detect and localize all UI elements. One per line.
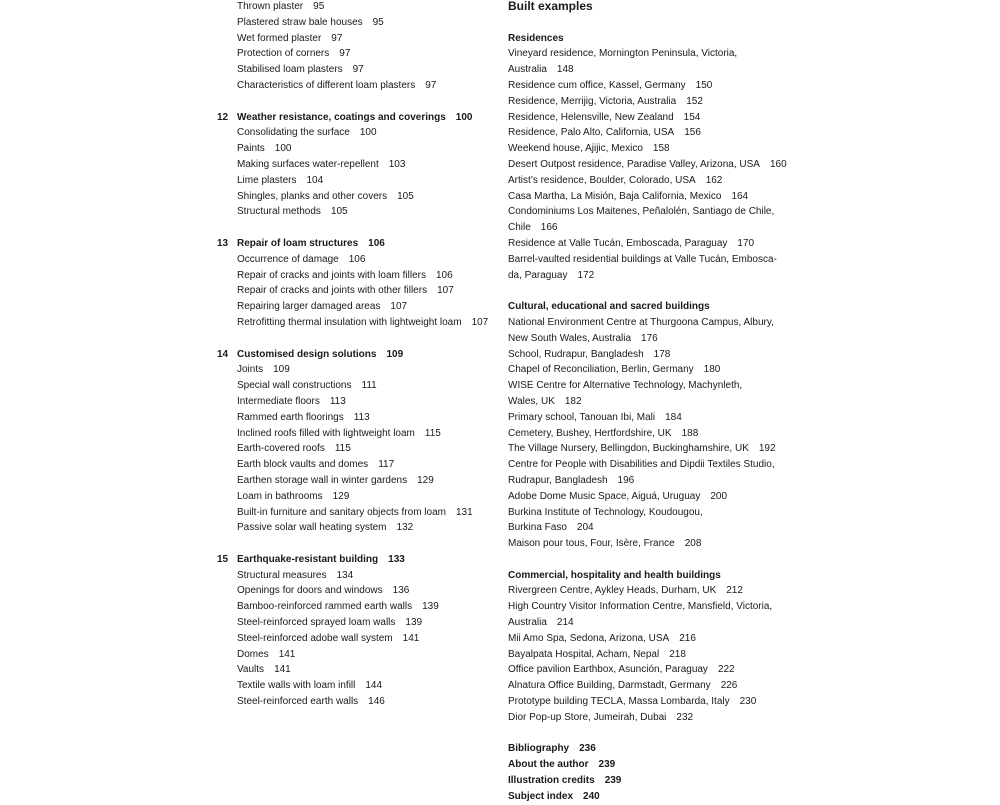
- toc-entry[interactable]: [508, 46, 798, 62]
- toc-entry[interactable]: [508, 615, 798, 631]
- entry-page: 176: [641, 332, 658, 344]
- toc-entry[interactable]: [508, 410, 798, 426]
- entry-title: Occurrence of damage: [237, 253, 339, 265]
- spacer: [508, 552, 798, 568]
- entry-title: Weekend house, Ajijic, Mexico: [508, 143, 643, 155]
- toc-entry[interactable]: [508, 204, 798, 220]
- toc-entry[interactable]: [508, 362, 798, 378]
- entry-title: Burkina Faso: [508, 522, 567, 534]
- toc-entry[interactable]: [508, 236, 798, 252]
- entry-title: Rudrapur, Bangladesh: [508, 474, 608, 486]
- chapter-heading[interactable]: [217, 110, 497, 126]
- toc-entry[interactable]: [508, 173, 798, 189]
- entry-title: Office pavilion Earthbox, Asunción, Paraguay: [508, 664, 708, 676]
- entry-page: 162: [705, 174, 723, 186]
- toc-entry[interactable]: [217, 583, 497, 599]
- entry-page: 136: [392, 585, 410, 597]
- spacer: [217, 536, 497, 552]
- entry-page: 97: [339, 48, 351, 60]
- toc-entry[interactable]: [217, 189, 497, 205]
- toc-right-column: [508, 0, 798, 805]
- entry-page: 97: [331, 32, 343, 44]
- chapter-page: 133: [388, 553, 405, 565]
- entry-title: Inclined roofs filled with lightweight loam: [237, 427, 415, 439]
- entry-page: 160: [769, 158, 787, 170]
- toc-entry[interactable]: [217, 473, 497, 489]
- entry-title: Rivergreen Centre, Aykley Heads, Durham, UK: [508, 585, 717, 597]
- entry-title: Cemetery, Bushey, Hertfordshire, UK: [508, 427, 672, 439]
- chapter-title: Earthquake-resistant building: [237, 553, 379, 565]
- toc-entry[interactable]: [217, 125, 497, 141]
- entry-title: Repair of cracks and joints with other fillers: [237, 285, 428, 297]
- toc-entry[interactable]: [217, 568, 497, 584]
- entry-page: 141: [274, 664, 291, 676]
- entry-title: Stabilised loam plasters: [237, 64, 343, 76]
- entry-title: Protection of corners: [237, 48, 330, 60]
- toc-entry[interactable]: [217, 299, 497, 315]
- entry-page: 131: [455, 506, 473, 518]
- toc-entry[interactable]: [508, 599, 798, 615]
- toc-entry[interactable]: [508, 125, 798, 141]
- entry-title: Residence, Helensville, New Zealand: [508, 111, 674, 123]
- entry-title: Passive solar wall heating system: [237, 522, 387, 534]
- entry-title: WISE Centre for Alternative Technology, Machynleth,: [508, 380, 743, 392]
- entry-title: Loam in bathrooms: [237, 490, 323, 502]
- toc-entry[interactable]: [217, 615, 497, 631]
- entry-page: 164: [731, 190, 749, 202]
- toc-entry[interactable]: [217, 173, 497, 189]
- toc-entry[interactable]: [508, 678, 798, 694]
- chapter-number: 14: [217, 348, 229, 360]
- toc-entry[interactable]: [508, 62, 798, 78]
- toc-entry[interactable]: [508, 710, 798, 726]
- entry-title: Thrown plaster: [237, 1, 304, 12]
- entry-title: Australia: [508, 617, 547, 629]
- toc-entry[interactable]: [217, 283, 497, 299]
- spacer: [217, 331, 497, 347]
- subsection-title: Commercial, hospitality and health buildings: [508, 569, 721, 581]
- entry-page: 204: [576, 522, 594, 534]
- entry-title: Earth block vaults and domes: [237, 459, 369, 471]
- entry-title: Adobe Dome Music Space, Aiguá, Uruguay: [508, 490, 701, 502]
- entry-page: 148: [556, 64, 574, 76]
- entry-page: 152: [686, 95, 703, 107]
- entry-title: Repair of cracks and joints with loam fillers: [237, 269, 426, 281]
- entry-page: 107: [471, 316, 489, 328]
- toc-entry[interactable]: [508, 394, 798, 410]
- chapter-page: 109: [386, 348, 404, 360]
- entry-page: 212: [726, 585, 743, 597]
- entry-title: Artist’s residence, Boulder, Colorado, USA: [508, 174, 696, 186]
- entry-page: 240: [583, 790, 600, 802]
- backmatter-entry[interactable]: [508, 741, 798, 757]
- spacer: [508, 283, 798, 299]
- entry-page: 106: [435, 269, 453, 281]
- entry-title: Barrel-vaulted residential buildings at Valle Tucán, Embosca-: [508, 253, 777, 265]
- entry-title: National Environment Centre at Thurgoona Campus, Albury,: [508, 316, 774, 328]
- spacer: [508, 15, 798, 31]
- entry-page: 239: [598, 759, 616, 771]
- entry-page: 107: [390, 301, 408, 313]
- entry-page: 141: [278, 648, 296, 660]
- toc-entry[interactable]: [508, 141, 798, 157]
- entry-title: Australia: [508, 64, 547, 76]
- toc-entry[interactable]: [508, 378, 798, 394]
- toc-entry[interactable]: [508, 110, 798, 126]
- entry-page: 104: [306, 174, 324, 186]
- chapter-page: 100: [455, 111, 473, 123]
- entry-title: Steel-reinforced sprayed loam walls: [237, 617, 396, 629]
- entry-title: The Village Nursery, Bellingdon, Buckinghamshire, UK: [508, 443, 749, 455]
- chapter-number: 13: [217, 237, 229, 249]
- toc-entry[interactable]: [217, 489, 497, 505]
- entry-title: Residence at Valle Tucán, Emboscada, Paraguay: [508, 237, 728, 249]
- toc-entry[interactable]: [217, 378, 497, 394]
- toc-entry[interactable]: [508, 647, 798, 663]
- entry-page: 188: [681, 427, 699, 439]
- entry-title: Residence, Merrijig, Victoria, Australia: [508, 95, 677, 107]
- entry-title: Repairing larger damaged areas: [237, 301, 381, 313]
- entry-title: Bamboo-reinforced rammed earth walls: [237, 601, 413, 613]
- toc-entry[interactable]: [217, 505, 497, 521]
- chapter-heading[interactable]: [217, 552, 497, 568]
- entry-title: Wales, UK: [508, 395, 555, 407]
- chapter-heading[interactable]: [217, 347, 497, 363]
- entry-title: Rammed earth floorings: [237, 411, 344, 423]
- entry-page: 172: [577, 269, 595, 281]
- toc-entry[interactable]: [217, 62, 497, 78]
- toc-entry[interactable]: [217, 426, 497, 442]
- entry-page: 146: [368, 696, 385, 708]
- toc-entry[interactable]: [508, 520, 798, 536]
- toc-left-column: [217, 0, 497, 710]
- toc-entry[interactable]: [508, 536, 798, 552]
- entry-title: Textile walls with loam infill: [237, 680, 356, 692]
- entry-title: Chile: [508, 222, 531, 234]
- entry-page: 115: [334, 443, 351, 455]
- toc-entry[interactable]: [217, 457, 497, 473]
- toc-entry[interactable]: [508, 694, 798, 710]
- entry-title: Casa Martha, La Misión, Baja California, Mexico: [508, 190, 722, 202]
- toc-entry[interactable]: [217, 204, 497, 220]
- entry-page: 103: [388, 158, 406, 170]
- entry-title: Openings for doors and windows: [237, 585, 383, 597]
- entry-title: School, Rudrapur, Bangladesh: [508, 348, 644, 360]
- toc-entry[interactable]: [217, 46, 497, 62]
- entry-page: 109: [273, 364, 290, 376]
- entry-title: Built-in furniture and sanitary objects from loam: [237, 506, 446, 518]
- entry-page: 182: [564, 395, 582, 407]
- toc-entry[interactable]: [217, 268, 497, 284]
- entry-page: 180: [703, 364, 721, 376]
- entry-title: Earth-covered roofs: [237, 443, 325, 455]
- entry-page: 170: [737, 237, 755, 249]
- entry-page: 218: [669, 648, 686, 660]
- entry-page: 129: [417, 474, 434, 486]
- entry-title: Maison pour tous, Four, Isère, France: [508, 538, 675, 550]
- chapter-number: 15: [217, 553, 229, 565]
- entry-title: Steel-reinforced adobe wall system: [237, 632, 393, 644]
- entry-page: 139: [405, 617, 423, 629]
- toc-entry[interactable]: [217, 315, 497, 331]
- toc-entry[interactable]: [217, 694, 497, 710]
- entry-page: 95: [313, 1, 325, 12]
- toc-entry[interactable]: [217, 15, 497, 31]
- entry-page: 117: [378, 459, 395, 471]
- toc-entry[interactable]: [217, 441, 497, 457]
- chapter-heading[interactable]: [217, 236, 497, 252]
- entry-page: 214: [556, 617, 574, 629]
- toc-entry[interactable]: [217, 662, 497, 678]
- toc-entry[interactable]: [508, 662, 798, 678]
- entry-page: 95: [372, 16, 384, 28]
- toc-entry[interactable]: [217, 394, 497, 410]
- section-heading: Built examples: [508, 0, 593, 13]
- entry-page: 158: [652, 143, 670, 155]
- entry-page: 200: [710, 490, 728, 502]
- entry-title: Shingles, planks and other covers: [237, 190, 388, 202]
- toc-entry[interactable]: [217, 647, 497, 663]
- entry-title: Domes: [237, 648, 269, 660]
- toc-entry[interactable]: [508, 252, 798, 268]
- entry-title: Primary school, Tanouan Ibi, Mali: [508, 411, 656, 423]
- entry-page: 208: [684, 538, 702, 550]
- entry-title: Paints: [237, 143, 265, 155]
- chapter-page: 106: [368, 237, 385, 249]
- spacer: [508, 726, 798, 742]
- entry-page: 129: [332, 490, 350, 502]
- entry-page: 232: [676, 711, 694, 723]
- chapter-title: Repair of loam structures: [237, 237, 359, 249]
- entry-page: 222: [717, 664, 735, 676]
- entry-page: 105: [397, 190, 414, 202]
- entry-title: Residence, Palo Alto, California, USA: [508, 127, 675, 139]
- entry-title: Mii Amo Spa, Sedona, Arizona, USA: [508, 632, 670, 644]
- entry-title: Lime plasters: [237, 174, 297, 186]
- chapter-title: Weather resistance, coatings and coverings: [237, 111, 446, 123]
- entry-page: 196: [617, 474, 635, 486]
- entry-title: Joints: [237, 364, 264, 376]
- subsection-title: Residences: [508, 32, 564, 44]
- toc-entry[interactable]: [508, 505, 798, 521]
- toc-entry[interactable]: [508, 94, 798, 110]
- entry-title: Condominiums Los Maitenes, Peñalolén, Santiago de Chile,: [508, 206, 775, 218]
- toc-entry[interactable]: [508, 157, 798, 173]
- toc-entry[interactable]: [217, 599, 497, 615]
- toc-entry[interactable]: [508, 473, 798, 489]
- toc-entry[interactable]: [508, 441, 798, 457]
- toc-entry[interactable]: [508, 189, 798, 205]
- toc-entry[interactable]: [217, 410, 497, 426]
- entry-page: 134: [336, 569, 354, 581]
- entry-title: Structural measures: [237, 569, 327, 581]
- entry-title: Illustration credits: [508, 775, 595, 787]
- spacer: [217, 94, 497, 110]
- entry-page: 226: [720, 680, 738, 692]
- entry-title: da, Paraguay: [508, 269, 568, 281]
- subsection-title: Cultural, educational and sacred buildings: [508, 301, 710, 313]
- entry-page: 230: [739, 696, 757, 708]
- entry-title: Alnatura Office Building, Darmstadt, Germany: [508, 680, 711, 692]
- entry-page: 97: [425, 79, 437, 91]
- toc-entry[interactable]: [508, 220, 798, 236]
- entry-title: Retrofitting thermal insulation with lightweight loam: [237, 316, 462, 328]
- entry-title: High Country Visitor Information Centre, Mansfield, Victoria,: [508, 601, 773, 613]
- toc-entry[interactable]: [508, 268, 798, 284]
- entry-page: 141: [402, 632, 420, 644]
- toc-entry[interactable]: [217, 362, 497, 378]
- entry-title: Chapel of Reconciliation, Berlin, Germany: [508, 364, 694, 376]
- entry-page: 156: [684, 127, 701, 139]
- toc-entry[interactable]: [508, 315, 798, 331]
- entry-page: 107: [437, 285, 454, 297]
- entry-page: 216: [679, 632, 696, 644]
- entry-title: Vineyard residence, Mornington Peninsula, Victoria,: [508, 48, 738, 60]
- entry-page: 144: [365, 680, 383, 692]
- entry-page: 113: [353, 411, 370, 423]
- entry-page: 111: [361, 380, 377, 392]
- entry-title: About the author: [508, 759, 589, 771]
- entry-page: 184: [665, 411, 682, 423]
- toc-entry[interactable]: [508, 631, 798, 647]
- backmatter-entry[interactable]: [508, 757, 798, 773]
- entry-page: 236: [579, 743, 596, 755]
- entry-title: Prototype building TECLA, Massa Lombarda, Italy: [508, 696, 730, 708]
- entry-page: 115: [424, 427, 441, 439]
- entry-title: Subject index: [508, 790, 574, 802]
- toc-entry[interactable]: [508, 457, 798, 473]
- toc-entry[interactable]: [217, 141, 497, 157]
- entry-title: Centre for People with Disabilities and Dipdii Textiles Studio,: [508, 459, 775, 471]
- toc-entry[interactable]: [508, 489, 798, 505]
- entry-title: Desert Outpost residence, Paradise Valley, Arizona, USA: [508, 158, 760, 170]
- chapter-number: 12: [217, 111, 229, 123]
- toc-entry[interactable]: [508, 347, 798, 363]
- entry-title: Residence cum office, Kassel, Germany: [508, 79, 686, 91]
- toc-entry[interactable]: [508, 331, 798, 347]
- entry-title: Special wall constructions: [237, 380, 352, 392]
- entry-page: 132: [396, 522, 414, 534]
- entry-page: 100: [274, 143, 292, 155]
- toc-entry[interactable]: [508, 583, 798, 599]
- entry-page: 166: [540, 222, 558, 234]
- backmatter-entry[interactable]: [508, 773, 798, 789]
- entry-title: Structural methods: [237, 206, 321, 218]
- entry-title: Intermediate floors: [237, 395, 320, 407]
- chapter-title: Customised design solutions: [237, 348, 377, 360]
- entry-title: Making surfaces water-repellent: [237, 158, 379, 170]
- entry-title: Bibliography: [508, 743, 570, 755]
- entry-page: 150: [695, 79, 713, 91]
- toc-entry[interactable]: [508, 426, 798, 442]
- entry-title: Vaults: [237, 664, 265, 676]
- backmatter-entry[interactable]: [508, 789, 798, 805]
- entry-page: 100: [359, 127, 377, 139]
- toc-entry[interactable]: [217, 0, 497, 15]
- toc-entry[interactable]: [217, 631, 497, 647]
- toc-entry[interactable]: [217, 31, 497, 47]
- entry-title: New South Wales, Australia: [508, 332, 632, 344]
- toc-entry[interactable]: [217, 157, 497, 173]
- entry-title: Consolidating the surface: [237, 127, 350, 139]
- entry-page: 113: [329, 395, 346, 407]
- entry-title: Bayalpata Hospital, Acham, Nepal: [508, 648, 660, 660]
- toc-entry[interactable]: [217, 520, 497, 536]
- toc-entry[interactable]: [217, 252, 497, 268]
- entry-title: Dior Pop-up Store, Jumeirah, Dubai: [508, 711, 667, 723]
- entry-page: 178: [653, 348, 671, 360]
- entry-title: Burkina Institute of Technology, Koudougou,: [508, 506, 703, 518]
- toc-entry[interactable]: [508, 78, 798, 94]
- entry-title: Plastered straw bale houses: [237, 16, 363, 28]
- entry-page: 154: [683, 111, 701, 123]
- entry-title: Steel-reinforced earth walls: [237, 696, 359, 708]
- entry-page: 106: [348, 253, 366, 265]
- entry-page: 97: [352, 64, 364, 76]
- entry-page: 139: [422, 601, 439, 613]
- entry-page: 192: [758, 443, 776, 455]
- entry-title: Earthen storage wall in winter gardens: [237, 474, 408, 486]
- entry-title: Characteristics of different loam plasters: [237, 79, 416, 91]
- toc-entry[interactable]: [217, 78, 497, 94]
- entry-page: 239: [604, 775, 622, 787]
- entry-page: 105: [330, 206, 348, 218]
- spacer: [217, 220, 497, 236]
- toc-entry[interactable]: [217, 678, 497, 694]
- entry-title: Wet formed plaster: [237, 32, 322, 44]
